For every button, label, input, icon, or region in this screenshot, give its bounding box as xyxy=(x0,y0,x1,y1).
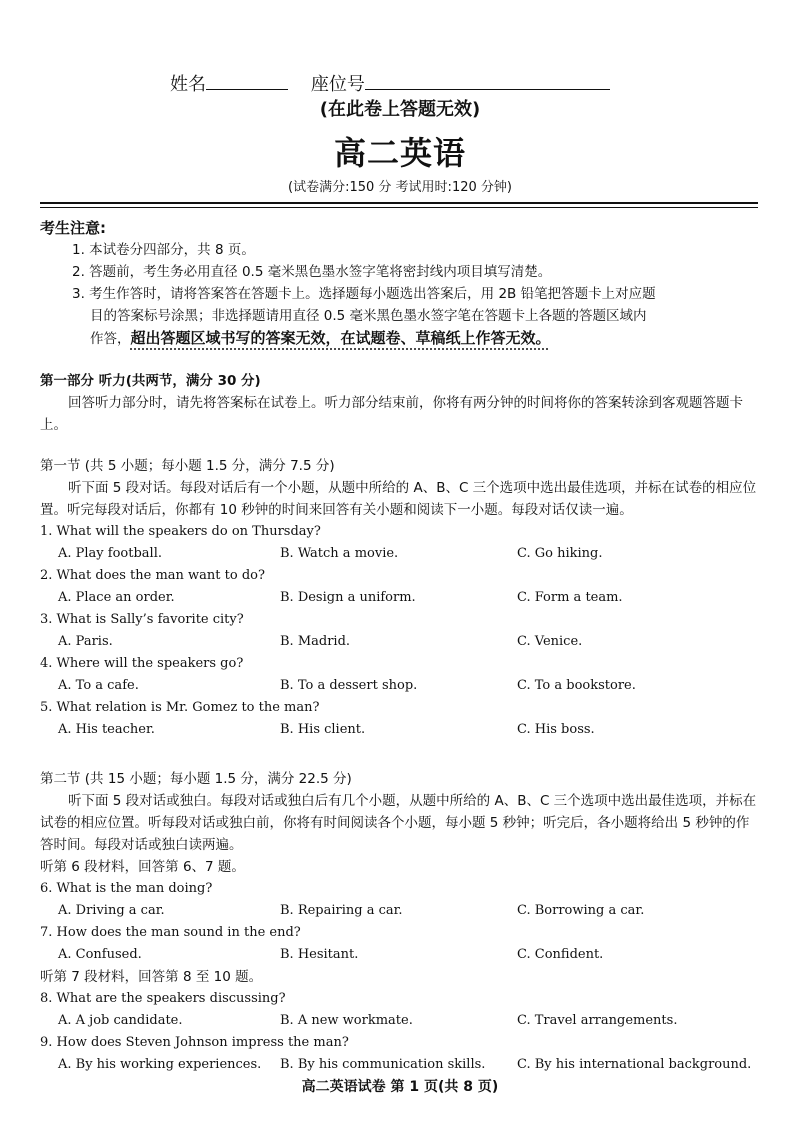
material-note: 听第 6 段材料，回答第 6、7 题。 xyxy=(40,859,245,875)
notice-item-text: 3. 考生作答时，请将答案答在答题卡上。选择题每小题选出答案后，用 2B 铅笔把答题卡上对应题 xyxy=(72,286,656,302)
option-a: A. Driving a car. xyxy=(58,903,165,918)
divider-thick xyxy=(40,202,758,204)
notice-item-cont xyxy=(72,327,760,350)
seat-label: 座位号 xyxy=(310,74,365,95)
option-c: C. Venice. xyxy=(517,634,583,649)
option-c: C. His boss. xyxy=(517,722,595,737)
option-a: A. His teacher. xyxy=(58,722,155,737)
divider-thin xyxy=(40,207,758,208)
option-c: C. Travel arrangements. xyxy=(517,1013,678,1028)
question-item xyxy=(40,988,760,1032)
option-a: A. To a cafe. xyxy=(58,678,139,693)
option-a: A. A job candidate. xyxy=(58,1013,183,1028)
options-row xyxy=(40,900,760,922)
question-text: 3. What is Sally’s favorite city? xyxy=(40,612,244,627)
page-footer: 高二英语试卷 第 1 页(共 8 页) xyxy=(301,1079,499,1095)
section2 xyxy=(40,768,760,1076)
option-c: C. To a bookstore. xyxy=(517,678,636,693)
question-item xyxy=(40,609,760,653)
question-text: 2. What does the man want to do? xyxy=(40,568,265,583)
option-b: B. Repairing a car. xyxy=(280,903,403,918)
option-a: A. Confused. xyxy=(58,947,142,962)
name-label: 姓名 xyxy=(170,74,206,95)
option-b: B. His client. xyxy=(280,722,366,737)
student-info-line xyxy=(170,70,610,96)
page-title: 高二英语 xyxy=(333,134,466,172)
option-a: A. Paris. xyxy=(58,634,113,649)
options-row xyxy=(40,1010,760,1032)
option-b: B. Hesitant. xyxy=(280,947,359,962)
option-b: B. To a dessert shop. xyxy=(280,678,418,693)
part1-intro: 回答听力部分时，请先将答案标在试卷上。听力部分结束前，你将有两分钟的时间将你的答案转涂到客观题答题卡上。 xyxy=(40,395,743,433)
option-c: C. By his international background. xyxy=(517,1057,752,1072)
option-c: C. Borrowing a car. xyxy=(517,903,645,918)
options-row xyxy=(40,587,760,609)
question-item xyxy=(40,878,760,922)
option-a: A. Play football. xyxy=(58,546,162,561)
part1-heading: 第一部分 听力(共两节，满分 30 分) xyxy=(40,373,261,389)
section1 xyxy=(40,455,760,741)
notice-item-cont: 目的答案标号涂黑；非选择题请用直径 0.5 毫米黑色墨水签字笔在答题卡上各题的答题区域内 xyxy=(90,308,647,324)
question-text: 4. Where will the speakers go? xyxy=(40,656,244,671)
notice-item-cont-text: 作答， xyxy=(90,331,131,347)
seat-blank xyxy=(365,73,610,90)
section2-intro: 听下面 5 段对话或独白。每段对话或独白后有几个小题，从题中所给的 A、B、C 三个选项中选出最佳选项，并标在试卷的相应位置。听每段对话或独白前，你将有时间阅读各个小题，每小题 5 秒钟；听完后，各小题将给出 5 秒钟的作答时间。每段对话或独白读两遍。 xyxy=(40,793,757,853)
options-row xyxy=(40,675,760,697)
options-row xyxy=(40,631,760,653)
section1-intro: 听下面 5 段对话。每段对话后有一个小题，从题中所给的 A、B、C 三个选项中选出最佳选项，并标在试卷的相应位置。听完每段对话后，你都有 10 秒钟的时间来回答有关小题和阅读下一小题。每段对话仅读一遍。 xyxy=(40,480,757,518)
invalid-note: (在此卷上答题无效) xyxy=(319,99,481,120)
notice-item xyxy=(40,283,760,350)
question-text: 9. How does Steven Johnson impress the man? xyxy=(40,1035,349,1050)
part1 xyxy=(40,370,760,436)
question-text: 1. What will the speakers do on Thursday? xyxy=(40,524,321,539)
option-c: C. Go hiking. xyxy=(517,546,603,561)
question-item xyxy=(40,922,760,966)
question-item xyxy=(40,521,760,565)
options-row xyxy=(40,944,760,966)
question-text: 5. What relation is Mr. Gomez to the man? xyxy=(40,700,320,715)
section2-heading: 第二节 (共 15 小题；每小题 1.5 分，满分 22.5 分) xyxy=(40,771,352,787)
question-item xyxy=(40,653,760,697)
option-a: A. By his working experiences. xyxy=(58,1057,262,1072)
option-c: C. Confident. xyxy=(517,947,604,962)
question-item xyxy=(40,1032,760,1076)
option-b: B. Madrid. xyxy=(280,634,351,649)
notice-item: 1. 本试卷分四部分，共 8 页。 xyxy=(72,242,255,258)
options-row xyxy=(40,1054,760,1076)
option-a: A. Place an order. xyxy=(58,590,175,605)
option-c: C. Form a team. xyxy=(517,590,623,605)
name-blank xyxy=(206,73,288,90)
option-b: B. By his communication skills. xyxy=(280,1057,486,1072)
option-b: B. Watch a movie. xyxy=(280,546,399,561)
question-text: 8. What are the speakers discussing? xyxy=(40,991,286,1006)
question-text: 6. What is the man doing? xyxy=(40,881,213,896)
notice-item: 2. 答题前，考生务必用直径 0.5 毫米黑色墨水签字笔将密封线内项目填写清楚。 xyxy=(72,264,552,280)
question-item xyxy=(40,697,760,741)
option-b: B. A new workmate. xyxy=(280,1013,413,1028)
exam-meta: (试卷满分:150 分 考试用时:120 分钟) xyxy=(288,180,512,195)
option-b: B. Design a uniform. xyxy=(280,590,416,605)
options-row xyxy=(40,719,760,741)
notice-heading: 考生注意: xyxy=(40,219,106,237)
question-text: 7. How does the man sound in the end? xyxy=(40,925,301,940)
notice-block xyxy=(40,217,760,350)
section1-heading: 第一节 (共 5 小题；每小题 1.5 分，满分 7.5 分) xyxy=(40,458,335,474)
notice-emphasis: 超出答题区域书写的答案无效，在试题卷、草稿纸上作答无效。 xyxy=(130,329,551,347)
question-item xyxy=(40,565,760,609)
material-note: 听第 7 段材料，回答第 8 至 10 题。 xyxy=(40,969,263,985)
options-row xyxy=(40,543,760,565)
